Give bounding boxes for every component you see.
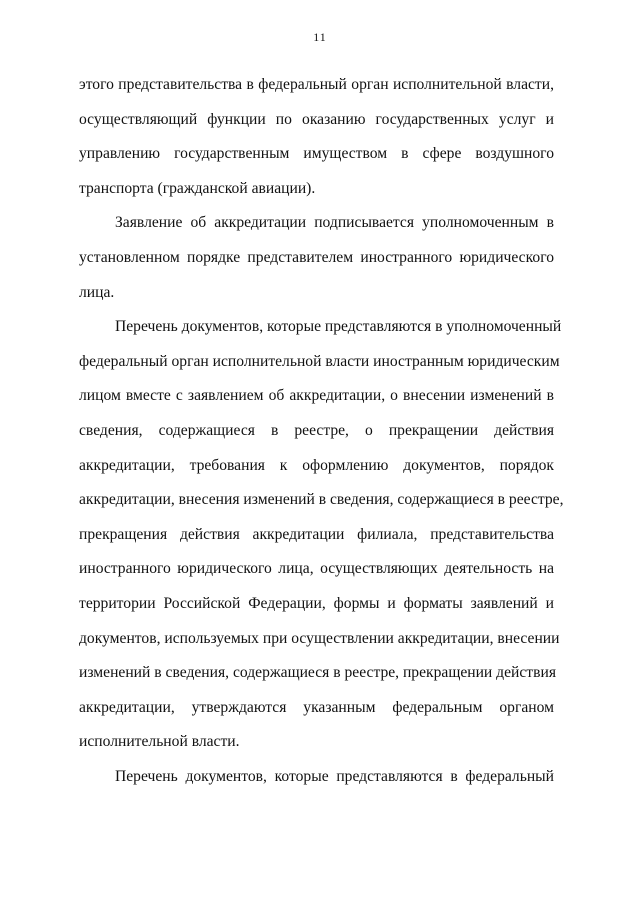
text-line: осуществляющий функции по оказанию государственных услуг и: [79, 110, 554, 128]
page-number: 11: [313, 30, 327, 44]
text-line: аккредитации, утверждаются указанным федеральным органом: [79, 698, 554, 716]
text-line: управлению государственным имуществом в сфере воздушного: [79, 145, 554, 163]
text-line: транспорта (гражданской авиации).: [79, 179, 316, 197]
text-line: установленном порядке представителем иностранного юридического: [79, 248, 554, 266]
text-line: документов, используемых при осуществлении аккредитации, внесении: [79, 629, 560, 647]
text-line: территории Российской Федерации, формы и форматы заявлений и: [79, 594, 554, 612]
document-body: [79, 68, 564, 794]
text-line: аккредитации, внесения изменений в сведения, содержащиеся в реестре,: [79, 491, 564, 509]
text-line: прекращения действия аккредитации филиала, представительства: [79, 525, 554, 543]
text-line: Заявление об аккредитации подписывается уполномоченным в: [115, 214, 554, 232]
text-line: этого представительства в федеральный орган исполнительной власти,: [79, 76, 554, 93]
text-line: Перечень документов, которые представляются в федеральный: [115, 767, 554, 785]
text-line: аккредитации, требования к оформлению документов, порядок: [79, 456, 554, 474]
text-line: лица.: [79, 283, 115, 301]
text-line: федеральный орган исполнительной власти иностранным юридическим: [79, 352, 560, 370]
text-line: изменений в сведения, содержащиеся в реестре, прекращении действия: [79, 664, 556, 682]
text-line: исполнительной власти.: [79, 733, 240, 751]
text-line: Перечень документов, которые представляются в уполномоченный: [115, 318, 562, 336]
text-line: сведения, содержащиеся в реестре, о прекращении действия: [79, 421, 554, 439]
text-line: иностранного юридического лица, осуществляющих деятельность на: [79, 560, 554, 578]
text-line: лицом вместе с заявлением об аккредитации, о внесении изменений в: [79, 387, 554, 405]
